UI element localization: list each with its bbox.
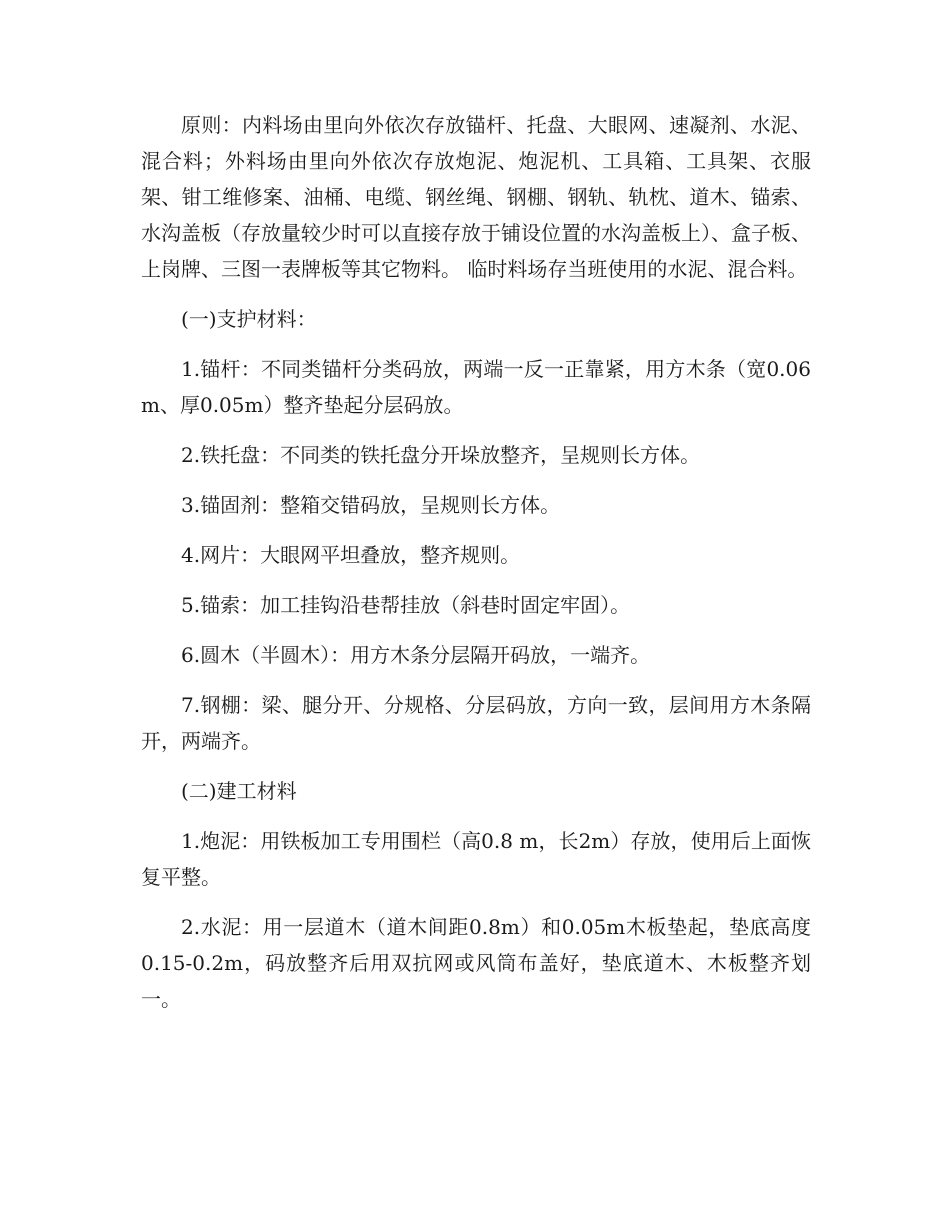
paragraph-iron-tray: 2.铁托盘：不同类的铁托盘分开垛放整齐，呈规则长方体。 (181, 443, 701, 467)
paragraph-mesh: 4.网片：大眼网平坦叠放，整齐规则。 (181, 543, 521, 567)
paragraph-anchor-rod: 1.锚杆：不同类锚杆分类码放，两端一反一正靠紧，用方木条（宽0.06m、厚0.05m）整齐垫起分层码放。 (141, 357, 811, 417)
paragraph-anchoring-agent: 3.锚固剂：整箱交错码放，呈规则长方体。 (181, 493, 561, 517)
heading-support-materials: (一)支护材料： (181, 307, 317, 331)
paragraph-stemming-clay: 1.炮泥：用铁板加工专用围栏（高0.8 m，长2m）存放，使用后上面恢复平整。 (141, 829, 811, 889)
paragraph-principle: 原则：内料场由里向外依次存放锚杆、托盘、大眼网、速凝剂、水泥、混合料；外料场由里向外依次存放炮泥、炮泥机、工具箱、工具架、衣服架、钳工维修案、油桶、电缆、钢丝绳、钢棚、钢轨、轨枕、道木、锚索、水沟盖板（存放量较少时可以直接存放于铺设位置的水沟盖板上）、盒子板、上岗牌、三图一表牌板等其它物料。 临时料场存当班使用的水泥、混合料。 (141, 113, 811, 281)
heading-construction-materials: (二)建工材料 (181, 779, 297, 803)
paragraph-cement: 2.水泥：用一层道木（道木间距0.8m）和0.05m木板垫起，垫底高度0.15-0.2m，码放整齐后用双抗网或风筒布盖好，垫底道木、木板整齐划一。 (141, 915, 811, 1011)
paragraph-anchor-cable: 5.锚索：加工挂钩沿巷帮挂放（斜巷时固定牢固）。 (181, 593, 631, 617)
document-body (141, 107, 811, 1031)
paragraph-round-wood: 6.圆木（半圆木）：用方木条分层隔开码放，一端齐。 (181, 643, 651, 667)
paragraph-steel-shed: 7.钢棚：梁、腿分开、分规格、分层码放，方向一致，层间用方木条隔开，两端齐。 (141, 693, 811, 753)
